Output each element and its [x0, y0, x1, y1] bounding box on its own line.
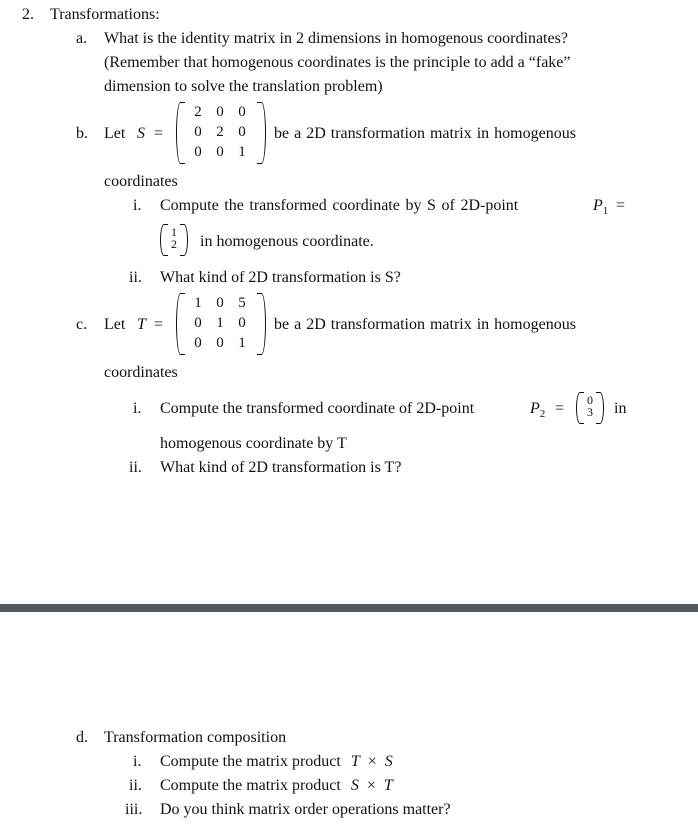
part-b-ii-text: What kind of 2D transformation is S?: [160, 269, 401, 286]
part-c-marker: c.: [76, 316, 88, 333]
part-c-continuation: coordinates: [104, 364, 178, 381]
point-p1: $P_1$: [593, 197, 609, 218]
right-paren-icon: [596, 392, 604, 424]
right-paren-icon: [180, 224, 188, 256]
section-title: Transformations:: [50, 6, 160, 23]
part-d-iii-marker: iii.: [125, 801, 143, 818]
left-paren-icon: [176, 293, 185, 355]
section-number: 2.: [22, 6, 34, 23]
left-paren-icon: [160, 224, 168, 256]
matrix-s-cell: 0: [238, 104, 246, 120]
part-a-line-1: What is the identity matrix in 2 dimensions in homogenous coordinates?: [104, 30, 568, 47]
matrix-s-cell: 1: [238, 144, 246, 160]
matrix-t-cell: 1: [194, 295, 202, 311]
matrix-t-cell: 0: [194, 315, 202, 331]
part-d-ii-text: [160, 776, 393, 796]
part-d-ii-marker: ii.: [129, 777, 142, 794]
expr-t: T: [350, 753, 360, 770]
vector-p1-cell: 1: [171, 225, 177, 239]
part-b-i-text: Compute the transformed coordinate by S of 2D-point: [160, 197, 519, 214]
part-b-i-marker: i.: [133, 197, 142, 214]
expr-s: S: [350, 777, 359, 794]
part-b-let: Let: [104, 125, 126, 142]
matrix-t-cell: 0: [194, 335, 202, 351]
part-c-i-marker: i.: [133, 400, 142, 417]
vector-p2-cell: 3: [587, 405, 593, 419]
part-c-i-text: Compute the transformed coordinate of 2D-point: [160, 400, 475, 417]
expr-t: T: [383, 777, 393, 794]
matrix-s-cell: 0: [194, 144, 202, 160]
part-d-i-text: [160, 752, 393, 772]
part-b-i-equals: =: [616, 197, 626, 214]
matrix-s-symbol: S: [137, 125, 145, 142]
part-d-marker: d.: [76, 729, 88, 746]
part-a-line-2: (Remember that homogenous coordinates is the principle to add a “fake”: [104, 54, 571, 71]
part-d-title: Transformation composition: [104, 729, 287, 746]
part-d-i-label: Compute the matrix product: [160, 753, 341, 770]
part-a-line-3: dimension to solve the translation problem): [104, 78, 383, 95]
part-b-continuation: coordinates: [104, 173, 178, 190]
matrix-t-cell: 1: [238, 335, 246, 351]
matrix-s-cell: 0: [216, 104, 224, 120]
expr-s: S: [384, 753, 393, 770]
vector-p2-cell: 0: [587, 393, 593, 407]
part-d-i-marker: i.: [133, 753, 142, 770]
matrix-t-cell: 0: [216, 295, 224, 311]
right-paren-icon: [257, 102, 266, 164]
right-paren-icon: [257, 293, 266, 355]
part-c-equals: =: [154, 316, 164, 333]
matrix-t-cell: 1: [216, 315, 224, 331]
vector-p2: [576, 392, 604, 424]
part-a-marker: a.: [76, 30, 88, 47]
part-c-description: be a 2D transformation matrix in homogenous: [274, 316, 576, 333]
part-d-iii-text: Do you think matrix order operations matter?: [160, 801, 451, 818]
matrix-t-cell: 5: [238, 295, 246, 311]
part-c-i-in: in: [614, 400, 627, 417]
part-b-marker: b.: [76, 125, 88, 142]
matrix-s-cell: 2: [216, 124, 224, 140]
matrix-t-cell: 0: [216, 335, 224, 351]
part-b-i-after: in homogenous coordinate.: [200, 233, 374, 250]
left-paren-icon: [576, 392, 584, 424]
part-b-description: be a 2D transformation matrix in homogenous: [274, 125, 576, 142]
times-icon: ×: [366, 777, 376, 794]
matrix-s-cell: 2: [194, 104, 202, 120]
matrix-s: [176, 102, 266, 164]
matrix-s-cell: 0: [238, 124, 246, 140]
matrix-s-cell: 0: [216, 144, 224, 160]
matrix-t-symbol: T: [137, 316, 146, 333]
matrix-t-cell: 0: [238, 315, 246, 331]
part-c-i-equals: =: [555, 400, 565, 417]
page-divider: [0, 604, 698, 612]
part-d-ii-label: Compute the matrix product: [160, 777, 341, 794]
matrix-s-cell: 0: [194, 124, 202, 140]
times-icon: ×: [367, 753, 377, 770]
matrix-t: [176, 293, 266, 355]
part-c-i-continuation: homogenous coordinate by T: [160, 435, 347, 452]
vector-p1: [160, 224, 188, 256]
part-c-let: Let: [104, 316, 126, 333]
part-b-equals: =: [154, 125, 164, 142]
part-b-ii-marker: ii.: [129, 269, 142, 286]
left-paren-icon: [176, 102, 185, 164]
vector-p1-cell: 2: [171, 237, 177, 251]
point-p2: $P_2$: [530, 400, 546, 421]
part-c-ii-text: What kind of 2D transformation is T?: [160, 459, 402, 476]
part-c-ii-marker: ii.: [129, 459, 142, 476]
